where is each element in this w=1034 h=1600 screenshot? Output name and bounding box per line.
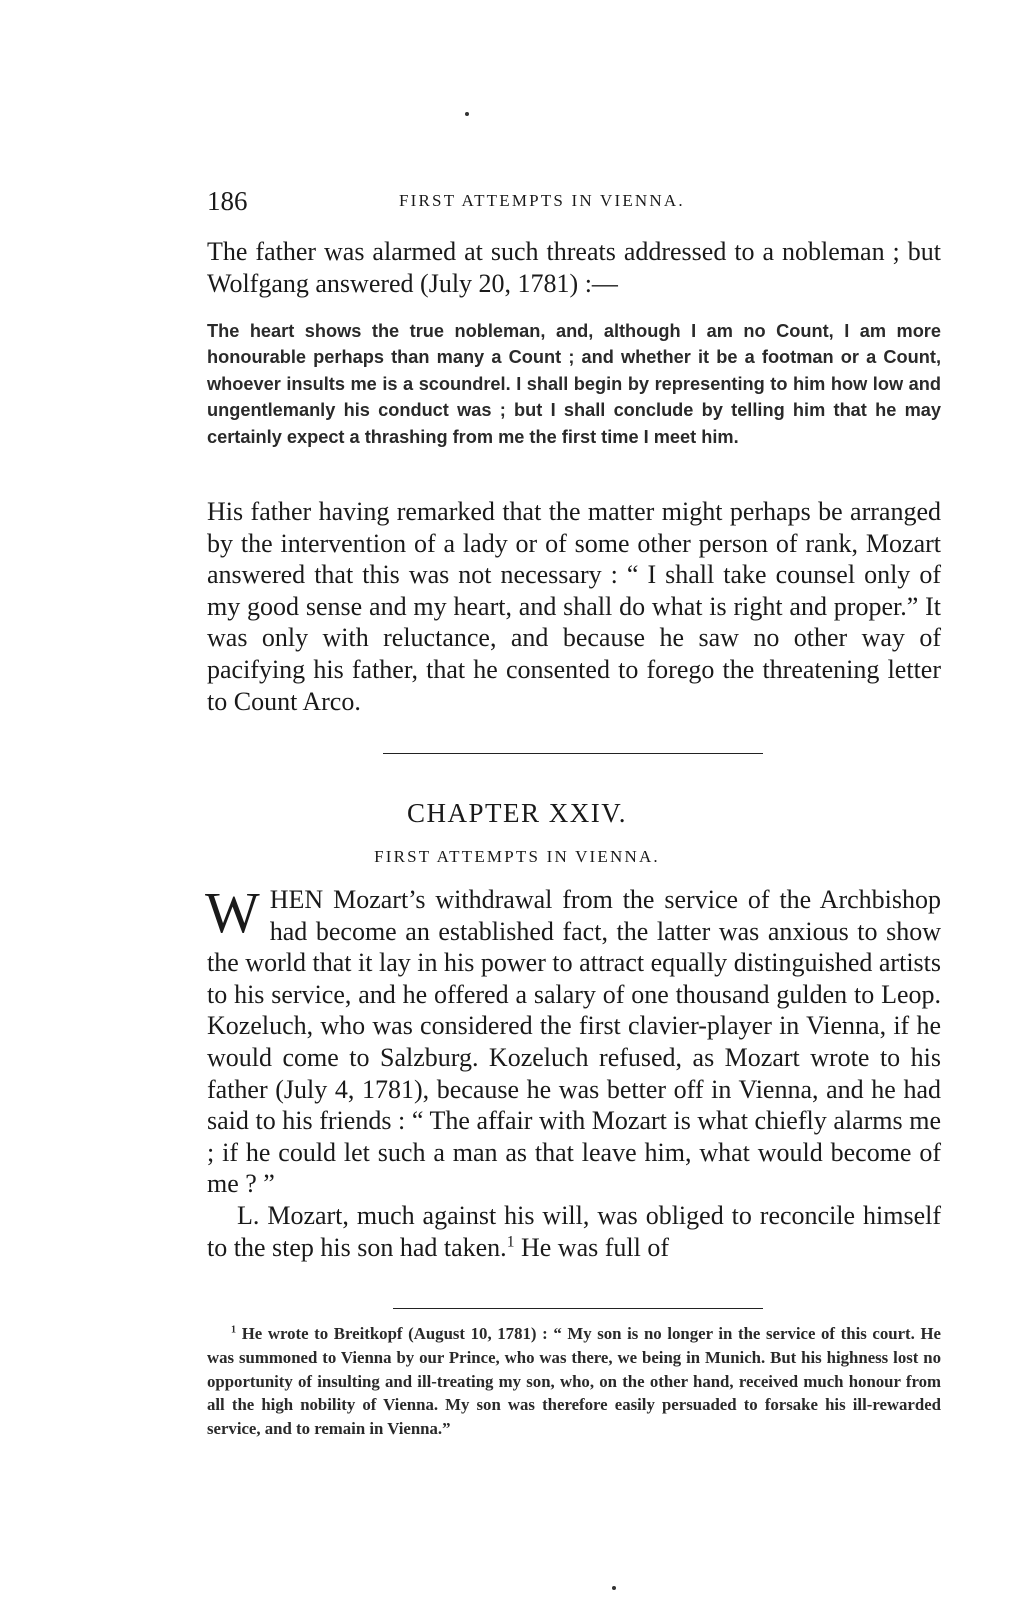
drop-cap: W <box>205 880 260 945</box>
chapter-paragraph-2 <box>207 1200 941 1263</box>
section-divider <box>383 753 763 754</box>
chapter-subtitle: FIRST ATTEMPTS IN VIENNA. <box>374 847 660 866</box>
print-speck <box>465 112 469 116</box>
running-head <box>207 186 947 216</box>
chapter-paragraph-2-tail: He was full of <box>514 1232 669 1262</box>
paragraph-after-quote: His father having remarked that the matter might perhaps be arranged by the intervention of a lady or of some other person of rank, Mozart answered that this was not necessary : “ I shall take counsel only of my good sense and my heart, and shall do what is right and proper.” It was only with reluctance, and because he saw no other way of pacifying his father, that he consented to forego the threatening letter to Count Arco. <box>207 497 941 716</box>
chapter-paragraph-2-text: L. Mozart, much against his will, was obliged to reconcile himself to the step his son had taken. <box>207 1200 941 1262</box>
chapter-paragraph-1 <box>205 880 941 1263</box>
intro-paragraph: The father was alarmed at such threats addressed to a nobleman ; but Wolfgang answered (July 20, 1781) :— <box>207 237 941 298</box>
page-number: 186 <box>207 186 248 216</box>
footnote <box>207 1322 941 1441</box>
print-speck <box>612 1586 616 1590</box>
chapter-title: CHAPTER XXIV. <box>406 798 628 828</box>
footnote-rule <box>393 1308 763 1309</box>
footnote-reference[interactable]: 1 <box>506 1232 515 1250</box>
footnote-marker: 1 <box>231 1324 237 1336</box>
chapter-paragraph-1-text: HEN Mozart’s withdrawal from the service of the Archbishop had become an established fact, the latter was anxious to show the world that it lay in his power to attract equally distinguished artists to his service, and he offered a salary of one thousand gulden to Leop. Kozeluch, who was considered the first clavier-player in Vienna, if he would come to Salzburg. Kozeluch refused, as Mozart wrote to his father (July 4, 1781), because he was better off in Vienna, and he had said to his friends : “ The affair with Mozart is what chiefly alarms me ; if he could let such a man as that leave him, what would become of me ? ” <box>207 885 941 1199</box>
running-title: FIRST ATTEMPTS IN VIENNA. <box>399 191 685 210</box>
footnote-text: He wrote to Breitkopf (August 10, 1781) : “ My son is no longer in the service of this court. He was summoned to Vienna by our Prince, who was there, we being in Munich. But his highness lost no opportunity of insulting and ill-treating my son, who, on the other hand, received much honour from all the high nobility of Vienna. My son was therefore easily persuaded to forsake his ill-rewarded service, and to remain in Vienna.” <box>207 1324 941 1439</box>
letter-quote: The heart shows the true nobleman, and, although I am no Count, I am more honourable perhaps than many a Count ; and whether it be a footman or a Count, whoever insults me is a scoundrel. I shall begin by representing to him how low and ungentlemanly his conduct was ; but I shall conclude by telling him that he may certainly expect a thrashing from me the first time I meet him. <box>207 321 941 447</box>
